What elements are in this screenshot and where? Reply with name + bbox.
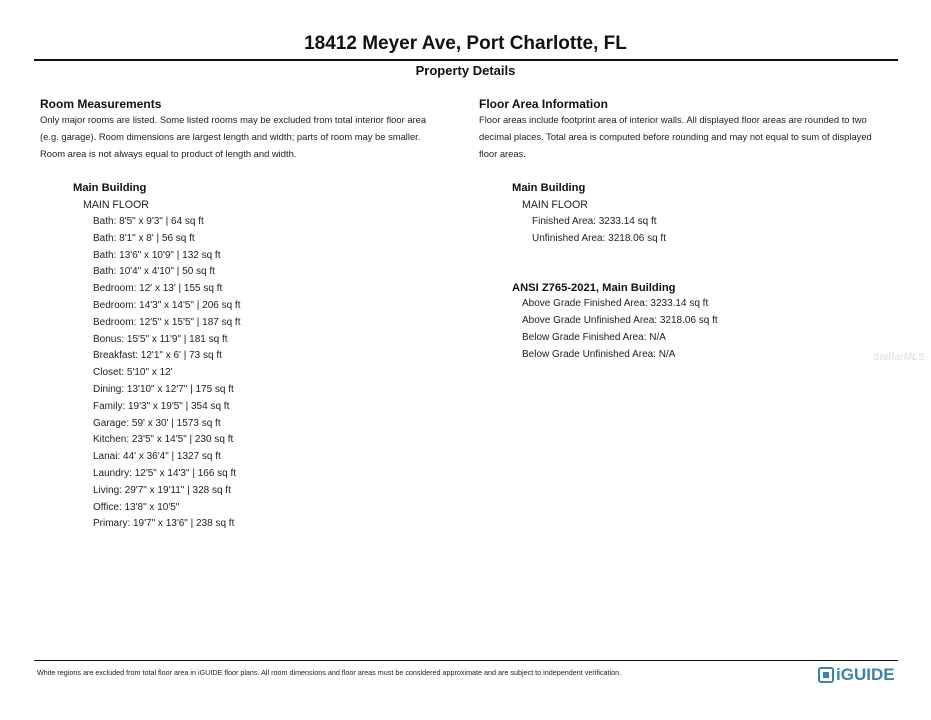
room-item: Bath: 10'4" x 4'10" | 50 sq ft <box>93 266 215 278</box>
intro-line: Only major rooms are listed. Some listed rooms may be excluded from total interior floor area <box>40 114 427 125</box>
room-item: Bonus: 15'5" x 11'9" | 181 sq ft <box>93 333 228 345</box>
intro-line: Room area is not always equal to product of length and width. <box>40 147 297 159</box>
ansi-list <box>479 296 904 363</box>
room-item: Kitchen: 23'5" x 14'5" | 230 sq ft <box>93 434 234 446</box>
footer-divider <box>34 660 898 661</box>
room-list <box>40 214 458 533</box>
floor-area-section <box>479 97 904 364</box>
room-item: Family: 19'3" x 19'5" | 354 sq ft <box>93 400 230 412</box>
logo-text: iGUIDE <box>836 665 895 684</box>
room-item: Bedroom: 12' x 13' | 155 sq ft <box>93 283 223 295</box>
room-item: Laundry: 12'5" x 14'3" | 166 sq ft <box>93 467 237 479</box>
ansi-item: Below Grade Unfinished Area: N/A <box>522 348 676 360</box>
ansi-item: Above Grade Unfinished Area: 3218.06 sq ft <box>522 315 718 327</box>
ansi-item: Above Grade Finished Area: 3233.14 sq ft <box>522 298 709 310</box>
ansi-item: Below Grade Finished Area: N/A <box>522 331 666 343</box>
room-measurements-section <box>40 97 458 533</box>
section-intro <box>479 112 904 162</box>
iguide-logo <box>818 665 895 685</box>
footer-note: White regions are excluded from total floor area in iGUIDE floor plans. All room dimensions and floor areas must be considered approximate and are subject to independent verification. <box>37 668 622 677</box>
iguide-logo-icon <box>818 667 834 683</box>
room-item: Lanai: 44' x 36'4" | 1327 sq ft <box>93 451 221 463</box>
page-title: 18412 Meyer Ave, Port Charlotte, FL <box>304 33 627 54</box>
section-intro <box>40 112 458 162</box>
room-item: Dining: 13'10" x 12'7" | 175 sq ft <box>93 383 234 395</box>
floor-heading: MAIN FLOOR <box>83 199 149 212</box>
room-item: Closet: 5'10" x 12' <box>93 367 173 379</box>
finished-area: Finished Area: 3233.14 sq ft <box>532 215 657 227</box>
intro-line: Floor areas include footprint area of interior walls. All displayed floor areas are rounded to two <box>479 114 867 125</box>
unfinished-area: Unfinished Area: 3218.06 sq ft <box>532 232 666 244</box>
intro-line: floor areas. <box>479 147 526 159</box>
title-divider <box>34 59 898 61</box>
building-heading: Main Building <box>73 182 147 195</box>
watermark: StellarMLS <box>873 352 925 363</box>
room-item: Bedroom: 14'3" x 14'5" | 206 sq ft <box>93 299 241 311</box>
room-item: Bath: 8'5" x 9'3" | 64 sq ft <box>93 215 204 227</box>
section-title: Floor Area Information <box>479 97 608 111</box>
room-item: Bath: 8'1" x 8' | 56 sq ft <box>93 232 195 244</box>
intro-line: decimal places. Total area is computed before rounding and may not equal to sum of displayed <box>479 130 872 142</box>
room-item: Bedroom: 12'5" x 15'5" | 187 sq ft <box>93 316 241 328</box>
room-item: Primary: 19'7" x 13'6" | 238 sq ft <box>93 518 235 530</box>
room-item: Garage: 59' x 30' | 1573 sq ft <box>93 417 221 429</box>
room-item: Breakfast: 12'1" x 6' | 73 sq ft <box>93 350 222 362</box>
section-title: Room Measurements <box>40 97 162 111</box>
page-subtitle: Property Details <box>415 63 516 78</box>
intro-line: (e.g. garage). Room dimensions are largest length and width; parts of room may be smaller. <box>40 130 421 142</box>
room-item: Living: 29'7" x 19'11" | 328 sq ft <box>93 484 231 496</box>
floor-heading: MAIN FLOOR <box>522 199 588 212</box>
room-item: Bath: 13'6" x 10'9" | 132 sq ft <box>93 249 221 261</box>
ansi-heading: ANSI Z765-2021, Main Building <box>512 281 676 294</box>
room-item: Office: 13'8" x 10'5" <box>93 501 180 513</box>
building-heading: Main Building <box>512 182 586 195</box>
